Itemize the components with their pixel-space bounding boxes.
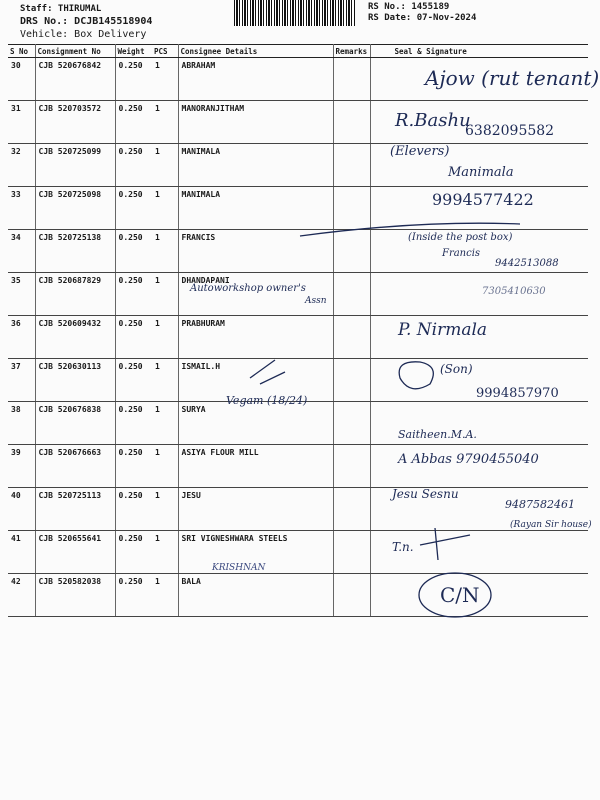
cell-consignment: CJB 520676838 [35,402,115,445]
signature-41: T.n. [392,540,414,554]
phone-35: 7305410630 [482,286,546,297]
cell-weight: 0.250 [115,531,152,574]
cell-weight: 0.250 [115,445,152,488]
cell-weight: 0.250 [115,488,152,531]
note-42: KRISHNAN [212,563,266,573]
note-37: (Son) [440,362,473,376]
col-consignee: Consignee Details [178,45,333,58]
cell-pcs: 1 [152,402,178,445]
cell-weight: 0.250 [115,187,152,230]
cell-pcs: 1 [152,316,178,359]
cell-pcs: 1 [152,574,178,617]
cell-consignee: PRABHURAM [178,316,333,359]
cell-pcs: 1 [152,531,178,574]
cell-consignment: CJB 520725098 [35,187,115,230]
col-sno: S No [8,45,35,58]
signature-33: Manimala [448,165,514,180]
phone-34: 9442513088 [495,258,559,269]
col-weight: Weight [115,45,152,58]
cell-pcs: 1 [152,58,178,101]
cell-consignment: CJB 520725138 [35,230,115,273]
cell-weight: 0.250 [115,230,152,273]
cell-pcs: 1 [152,187,178,230]
table-row [8,402,588,445]
table-row [8,488,588,531]
phone-41: 9487582461 [505,498,575,511]
cell-remarks [333,359,370,402]
cell-remarks [333,445,370,488]
cell-consignment: CJB 520676663 [35,445,115,488]
cell-consignment: CJB 520687829 [35,273,115,316]
cell-sno: 42 [8,574,35,617]
cell-remarks [333,101,370,144]
cell-pcs: 1 [152,445,178,488]
cell-sno: 33 [8,187,35,230]
signature-36: P. Nirmala [398,320,488,340]
cell-remarks [333,574,370,617]
staff-label: Staff: THIRUMAL [20,4,102,14]
note-41: (Rayan Sir house) [510,520,592,530]
cell-sno: 30 [8,58,35,101]
note-42b: C/N [440,583,480,607]
cell-pcs: 1 [152,144,178,187]
signature-34: Francis [442,248,481,259]
cell-weight: 0.250 [115,402,152,445]
phone-33: 9994577422 [432,190,534,209]
note-34: (Inside the post box) [408,232,513,243]
note-35a: Autoworkshop owner's [190,283,306,294]
cell-remarks [333,187,370,230]
table-row [8,316,588,359]
cell-remarks [333,273,370,316]
cell-pcs: 1 [152,359,178,402]
cell-weight: 0.250 [115,316,152,359]
rs-number: RS No.: 1455189 [368,2,450,12]
cell-remarks [333,144,370,187]
rs-date: RS Date: 07-Nov-2024 [368,13,477,23]
col-remarks: Remarks [333,45,370,58]
cell-consignee: DHANDAPANI [178,273,333,316]
cell-consignment: CJB 520630113 [35,359,115,402]
cell-consignment: CJB 520609432 [35,316,115,359]
cell-consignment: CJB 520582038 [35,574,115,617]
table-row [8,531,588,574]
drs-number: DRS No.: DCJB145518904 [20,16,153,27]
cell-remarks [333,402,370,445]
cell-sno: 39 [8,445,35,488]
cell-pcs: 1 [152,101,178,144]
phone-37: 9994857970 [476,386,559,401]
note-35b: Assn [305,296,327,306]
cell-consignee: SRI VIGNESHWARA STEELS [178,531,333,574]
cell-weight: 0.250 [115,273,152,316]
cell-weight: 0.250 [115,144,152,187]
cell-consignee: ISMAIL.H [178,359,333,402]
col-pcs: PCS [152,45,178,58]
cell-consignee: BALA [178,574,333,617]
cell-pcs: 1 [152,230,178,273]
cell-weight: 0.250 [115,359,152,402]
phone-31: 6382095582 [465,123,555,139]
cell-pcs: 1 [152,273,178,316]
cell-consignee: MANIMALA [178,144,333,187]
cell-sno: 35 [8,273,35,316]
cell-consignee: FRANCIS [178,230,333,273]
cell-sno: 31 [8,101,35,144]
signature-31: R.Bashu [395,110,471,131]
cell-consignment: CJB 520725113 [35,488,115,531]
col-consignment: Consignment No [35,45,115,58]
cell-consignee: JESU [178,488,333,531]
cell-remarks [333,58,370,101]
cell-sno: 34 [8,230,35,273]
cell-consignee: ABRAHAM [178,58,333,101]
cell-sno: 32 [8,144,35,187]
cell-consignment: CJB 520725099 [35,144,115,187]
cell-consignee: MANORANJITHAM [178,101,333,144]
signature-40: Jesu Sesnu [392,487,459,501]
cell-consignment: CJB 520703572 [35,101,115,144]
cell-sno: 37 [8,359,35,402]
cell-consignment: CJB 520655641 [35,531,115,574]
cell-remarks [333,316,370,359]
cell-sno: 36 [8,316,35,359]
cell-weight: 0.250 [115,101,152,144]
note-32: (Elevers) [390,144,450,159]
note-38: Vegam (18/24) [226,394,308,407]
table-header [8,45,588,58]
vehicle-label: Vehicle: Box Delivery [20,29,147,40]
cell-weight: 0.250 [115,574,152,617]
cell-weight: 0.250 [115,58,152,101]
cell-consignee: MANIMALA [178,187,333,230]
signature-39: Saitheen.M.A. [398,428,477,441]
signature-39b: A Abbas 9790455040 [398,452,539,467]
cell-consignee: SURYA [178,402,333,445]
cell-sno: 41 [8,531,35,574]
cell-remarks [333,488,370,531]
col-signature: Seal & Signature [370,45,588,58]
cell-signature [370,273,588,316]
cell-consignment: CJB 520676842 [35,58,115,101]
cell-pcs: 1 [152,488,178,531]
cell-consignee: ASIYA FLOUR MILL [178,445,333,488]
cell-sno: 38 [8,402,35,445]
cell-remarks [333,230,370,273]
table-row [8,574,588,617]
signature-30: Ajow (rut tenant) [425,66,600,90]
cell-sno: 40 [8,488,35,531]
barcode [234,0,355,26]
cell-remarks [333,531,370,574]
